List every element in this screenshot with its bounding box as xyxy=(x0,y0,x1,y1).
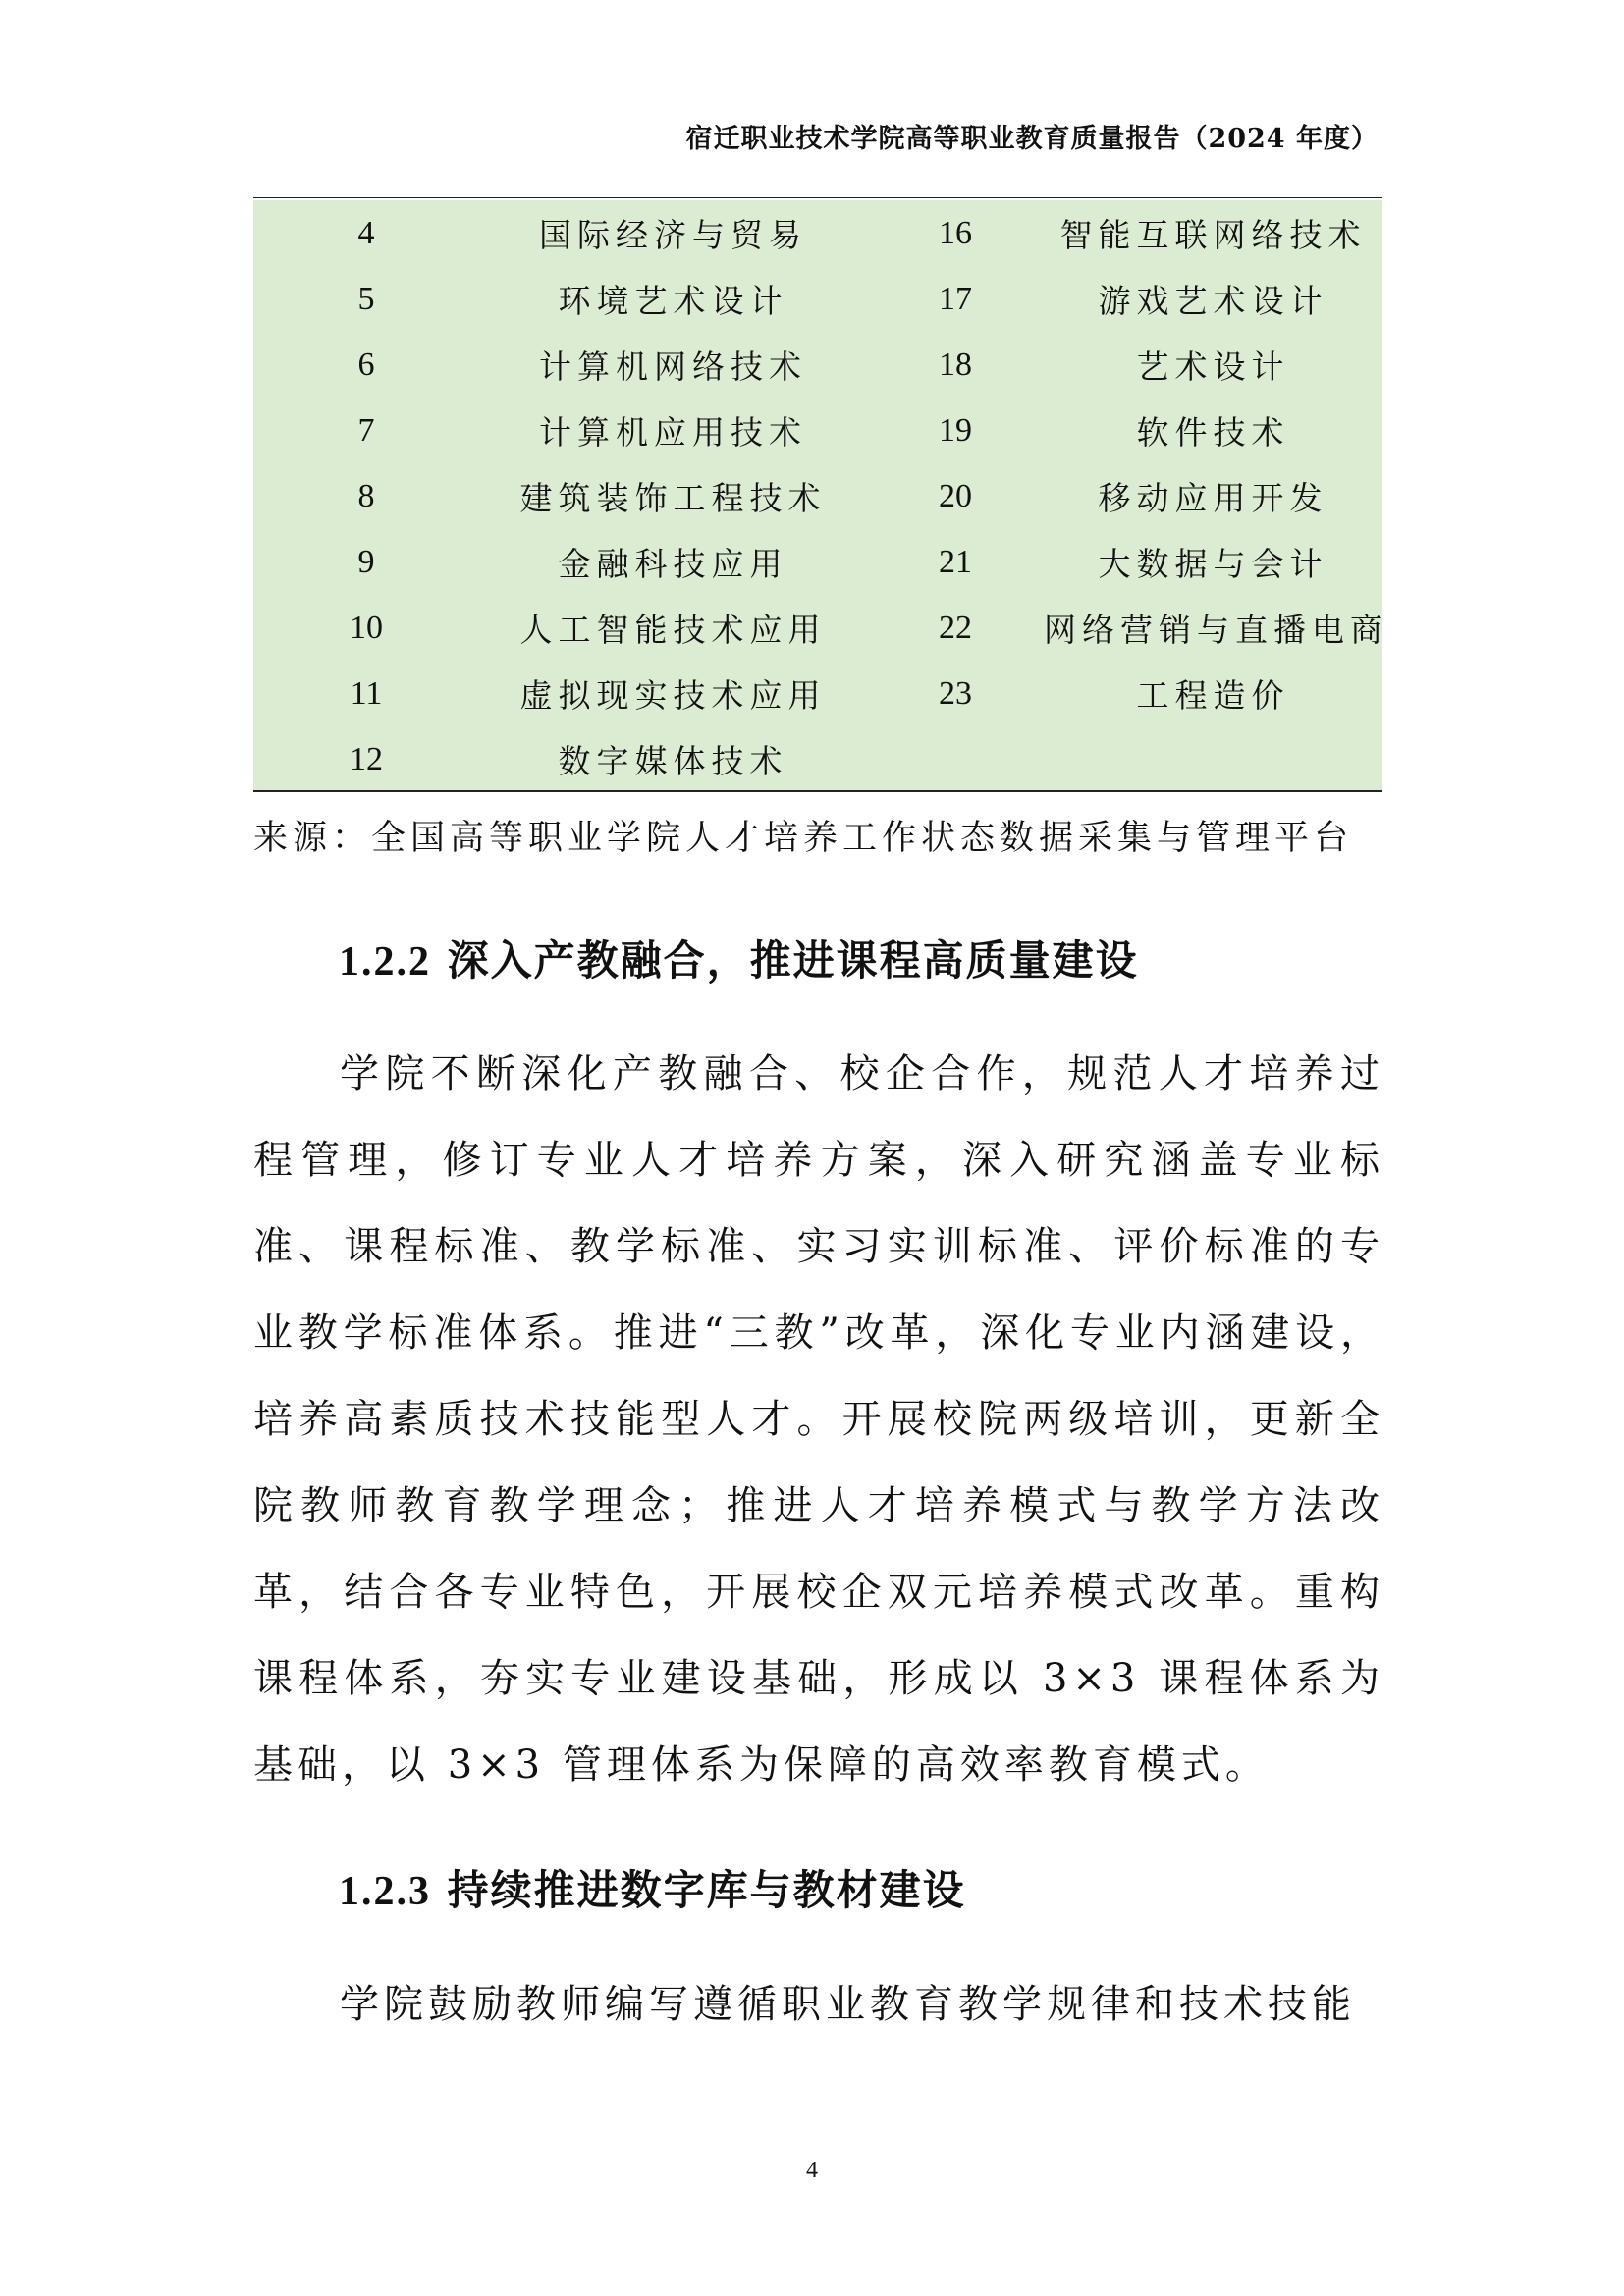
major-number: 5 xyxy=(357,280,375,317)
major-number: 20 xyxy=(939,477,972,514)
major-number: 10 xyxy=(350,609,383,646)
major-name: 艺术设计 xyxy=(1136,347,1290,386)
major-name: 金融科技应用 xyxy=(558,545,788,583)
major-name: 网络营销与直播电商 xyxy=(1044,611,1388,649)
major-number: 17 xyxy=(939,280,972,317)
major-name: 大数据与会计 xyxy=(1098,545,1328,583)
major-number: 6 xyxy=(357,346,375,383)
table-row xyxy=(253,200,1382,266)
majors-table xyxy=(253,200,1388,792)
table-row xyxy=(253,332,1382,398)
major-name: 移动应用开发 xyxy=(1098,479,1328,517)
table-source-note: 来源：全国高等职业学院人才培养工作状态数据采集与管理平台 xyxy=(253,819,1354,858)
major-number: 4 xyxy=(357,214,375,251)
section-number: 1.2.3 xyxy=(339,1869,431,1914)
major-number: 22 xyxy=(939,609,972,646)
table-row xyxy=(253,398,1382,463)
section-title: 持续推进数字库与教材建设 xyxy=(447,1866,966,1914)
page-number: 4 xyxy=(806,2158,818,2183)
major-name: 数字媒体技术 xyxy=(558,742,788,780)
section-number: 1.2.2 xyxy=(339,939,431,985)
major-number: 7 xyxy=(357,411,375,449)
section-title: 深入产教融合，推进课程高质量建设 xyxy=(447,936,1139,985)
major-name: 计算机应用技术 xyxy=(539,413,807,452)
report-header-title: 宿迁职业技术学院高等职业教育质量报告（2024 年度） xyxy=(685,124,1379,154)
major-name: 游戏艺术设计 xyxy=(1098,282,1328,320)
table-row xyxy=(253,595,1382,661)
section-heading-1-2-3 xyxy=(339,1858,966,1917)
major-name: 建筑装饰工程技术 xyxy=(519,479,827,517)
major-name: 软件技术 xyxy=(1136,413,1290,452)
table-row xyxy=(253,463,1382,529)
table-row xyxy=(253,726,1382,792)
major-name: 工程造价 xyxy=(1136,676,1290,715)
table-row xyxy=(253,529,1382,595)
major-name: 环境艺术设计 xyxy=(558,282,788,320)
header-divider xyxy=(253,197,1382,198)
major-number: 11 xyxy=(350,674,383,712)
major-number: 12 xyxy=(350,740,383,777)
major-name xyxy=(1044,726,1382,792)
major-name: 计算机网络技术 xyxy=(539,347,807,386)
section-1-2-3-paragraph: 学院鼓励教师编写遵循职业教育教学规律和技术技能 xyxy=(340,1982,1356,2027)
major-name: 国际经济与贸易 xyxy=(539,216,807,254)
table-row xyxy=(253,661,1382,726)
major-number: 8 xyxy=(357,477,375,514)
major-number: 16 xyxy=(939,214,972,251)
major-number: 23 xyxy=(939,674,972,712)
major-number: 21 xyxy=(939,543,972,580)
major-name: 虚拟现实技术应用 xyxy=(519,676,827,715)
major-number: 9 xyxy=(357,543,375,580)
table-row xyxy=(253,266,1382,332)
section-heading-1-2-2 xyxy=(339,929,1139,988)
major-number: 19 xyxy=(939,411,972,449)
major-name: 智能互联网络技术 xyxy=(1059,216,1367,254)
major-number xyxy=(867,726,1044,792)
major-name: 人工智能技术应用 xyxy=(519,611,827,649)
section-1-2-2-paragraph: 学院不断深化产教融合、校企合作，规范人才培养过程管理，修订专业人才培养方案，深入研究涵盖专业标准、课程标准、教学标准、实习实训标准、评价标准的专业教学标准体系。推进“三教”改革，深化专业内涵建设，培养高素质技术技能型人才。开展校院两级培训，更新全院教师教育教学理念；推进人才培养模式与教学方法改革，结合各专业特色，开展校企双元培养模式改革。重构课程体系，夯实专业建设基础，形成以 3×3 课程体系为基础，以 3×3 管理体系为保障的高效率教育模式。 xyxy=(253,1051,1384,1788)
major-number: 18 xyxy=(939,346,972,383)
